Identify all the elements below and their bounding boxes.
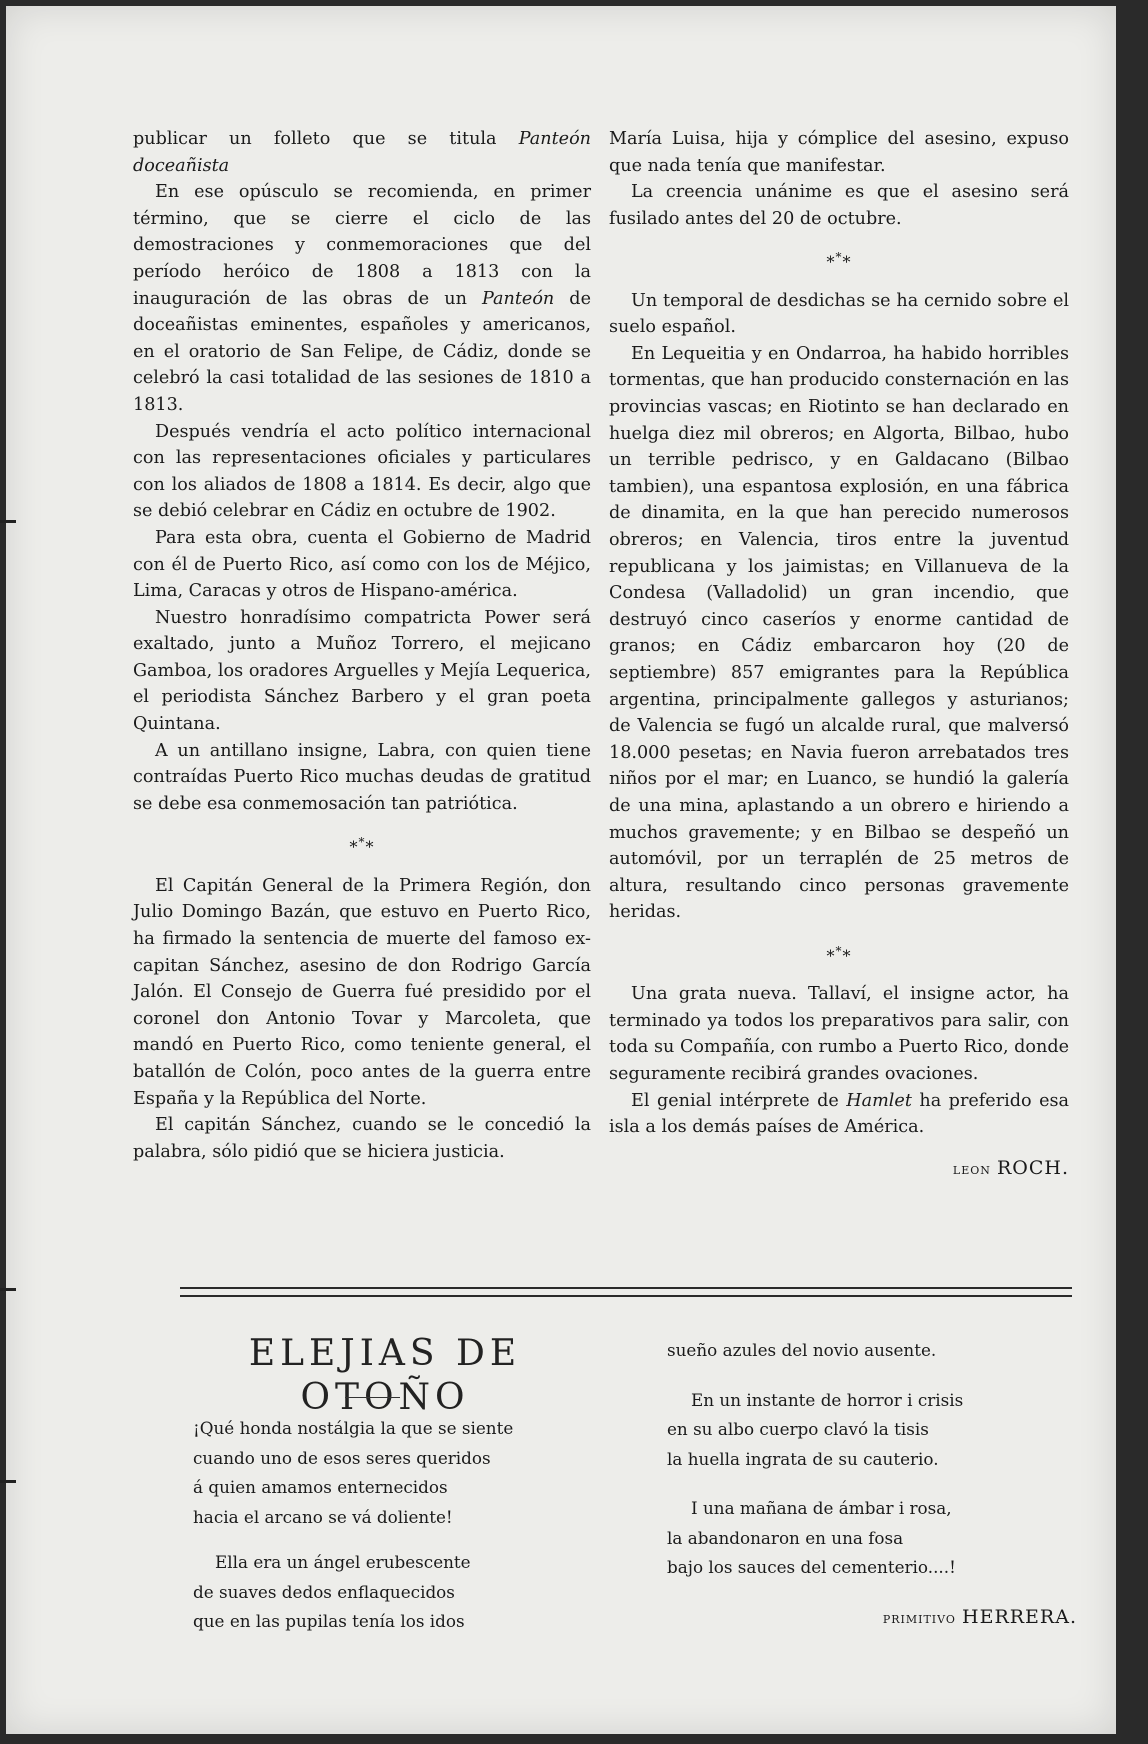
signature-first-name: LEON — [952, 1163, 991, 1177]
right-paragraph-6 — [609, 1088, 1069, 1141]
poem-left-column — [193, 1414, 593, 1653]
left-paragraph-2 — [133, 179, 591, 418]
left-paragraph-5: Nuestro honradísimo compatricta Power será exaltado, junto a Muñoz Torrero, el mejicano Gamboa, los oradores Arguelles y Mejía Lequerica, el periodista Sánchez Barbero y el gran poeta Quintana. — [133, 607, 591, 735]
right-column — [609, 126, 1069, 1184]
left-paragraph-4: Para esta obra, cuenta el Gobierno de Madrid con él de Puerto Rico, así como con los de Méjico, Lima, Caracas y otros de Hispano-américa. — [133, 527, 591, 602]
binding-mark — [0, 520, 16, 523]
poem-line: la huella ingrata de su cauterio. — [667, 1448, 939, 1469]
right-paragraph-3: Un temporal de desdichas se ha cernido sobre el suelo español. — [609, 290, 1069, 338]
left-column — [133, 126, 591, 1165]
asterism-divider: *** — [826, 250, 852, 272]
left-paragraph-1 — [133, 126, 591, 179]
stanza-2 — [193, 1548, 593, 1637]
left-paragraph-7: El Capitán General de la Primera Región, don Julio Domingo Bazán, que estuvo en Puerto Rico, ha firmado la sentencia de muerte del famoso ex-capitan Sánchez, asesino de don Rodrigo García Jalón. El Consejo de Guerra fué presidido por el coronel don Antonio Tovar y Marcoleta, que mandó en Puerto Rico, como teniente general, el batallón de Colón, poco antes de la guerra entre España y la República del Norte. — [133, 875, 591, 1109]
signature-last-name: ROCH. — [996, 1156, 1069, 1179]
text: ha preferido esa isla a los demás países de América. — [609, 1090, 1069, 1138]
poem-title: ELEJIAS DE OTOÑO — [248, 1333, 522, 1418]
poem-line: hacia el arcano se vá doliente! — [193, 1506, 453, 1527]
author-signature — [609, 1155, 1069, 1185]
poem-line: Ella era un ángel erubescente — [215, 1552, 471, 1572]
section-rule — [180, 1295, 1072, 1297]
asterism-divider: *** — [349, 835, 375, 857]
stanza-1 — [193, 1414, 593, 1532]
text: de doceañistas eminentes, españoles y americanos, en el oratorio de San Felipe, de Cádiz, donde se celebró la casi totalidad de las sesiones de 1810 a 1813. — [133, 288, 591, 415]
left-paragraph-3: Después vendría el acto político internacional con las representaciones oficiales y particulares con los aliados de 1808 a 1814. Es decir, algo que se debió celebrar en Cádiz en octubre de 1902. — [133, 421, 591, 522]
signature-last-name: HERRERA. — [962, 1605, 1077, 1628]
text: En ese opúsculo se recomienda, en primer término, que se cierre el ciclo de las demostraciones y conmemoraciones que del período heróico de 1808 a 1813 con la inauguración de las obras de un — [133, 182, 591, 309]
poem-line: bajo los sauces del cementerio....! — [667, 1557, 956, 1577]
binding-mark — [0, 1288, 16, 1291]
poem-line: sueño azules del novio ausente. — [667, 1340, 937, 1360]
poem-line: que en las pupilas tenía los idos — [193, 1611, 465, 1631]
asterism-divider: *** — [826, 943, 852, 966]
poem-line: de suaves dedos enflaquecidos — [193, 1581, 455, 1602]
right-paragraph-5: Una grata nueva. Tallaví, el insigne actor, ha terminado ya todos los preparativos para salir, con toda su Compañía, con rumbo a Puerto Rico, donde seguramente recibirá grandes ovaciones. — [609, 984, 1070, 1085]
poem-line: En un instante de horror i crisis — [691, 1389, 964, 1410]
poem-line: ¡Qué honda nostálgia la que se siente — [193, 1418, 514, 1438]
italic-title: Hamlet — [846, 1090, 912, 1111]
left-paragraph-6: A un antillano insigne, Labra, con quien tiene contraídas Puerto Rico muchas deudas de gratitud se debe esa conmemosación tan patriótica. — [133, 740, 591, 814]
stanza-3 — [667, 1386, 1077, 1475]
title-dash — [345, 1397, 400, 1398]
right-paragraph-2: La creencia unánime es que el asesino será fusilado antes del 20 de octubre. — [609, 182, 1069, 229]
poem-line: I una mañana de ámbar i rosa, — [691, 1498, 952, 1518]
text: El genial intérprete de — [631, 1090, 847, 1111]
left-paragraph-8: El capitán Sánchez, cuando se le concedió la palabra, sólo pidió que se hiciera justicia. — [133, 1115, 591, 1162]
text: publicar un folleto que se titula — [133, 129, 519, 149]
right-paragraph-1: María Luisa, hija y cómplice del asesino, expuso que nada tenía que manifestar. — [609, 129, 1069, 176]
poem-right-column — [667, 1336, 1077, 1634]
stanza-4 — [667, 1494, 1077, 1583]
signature-first-name: PRIMITIVO — [882, 1612, 956, 1626]
section-rule — [180, 1287, 1072, 1289]
poem-line: á quien amamos enternecidos — [193, 1477, 448, 1497]
stanza-2-continued — [667, 1336, 1077, 1366]
poet-signature — [667, 1603, 1077, 1635]
poem-line: cuando uno de esos seres queridos — [193, 1447, 491, 1468]
italic-word: Panteón — [481, 288, 555, 309]
italic-title: Panteón doceañista — [133, 129, 591, 176]
binding-mark — [0, 1480, 16, 1483]
poem-line: la abandonaron en una fosa — [667, 1527, 904, 1548]
right-paragraph-4: En Lequeitia y en Ondarroa, ha habido horribles tormentas, que han producido consternación en las provincias vascas; en Riotinto se han declarado en huelga diez mil obreros; en Algorta, Bilbao, hubo un terrible pedrisco, y en Galdacano (Bilbao tambien), una espantosa explosión, en una fábrica de dinamita, en la que han perecido numerosos obreros; en Valencia, tiros entre la juventud republicana y los jaimistas; en Villanueva de la Condesa (Valladolid) un gran incendio, que destruyó cinco caseríos y enorme cantidad de granos; en Cádiz embarcaron hoy (20 de septiembre) 857 emigrantes para la República argentina, principalmente gallegos y asturianos; de Valencia se fugó un alcalde rural, que malversó 18.000 pesetas; en Navia fueron arrebatados tres niños por el mar; en Luanco, se hundió la galería de una mina, aplastando a un obrero e hiriendo a muchos gravemente; y en Bilbao se despeñó un automóvil, por un terraplén de 25 metros de altura, resultando cinco personas gravemente heridas. — [609, 343, 1069, 923]
poem-line: en su albo cuerpo clavó la tisis — [667, 1419, 929, 1439]
